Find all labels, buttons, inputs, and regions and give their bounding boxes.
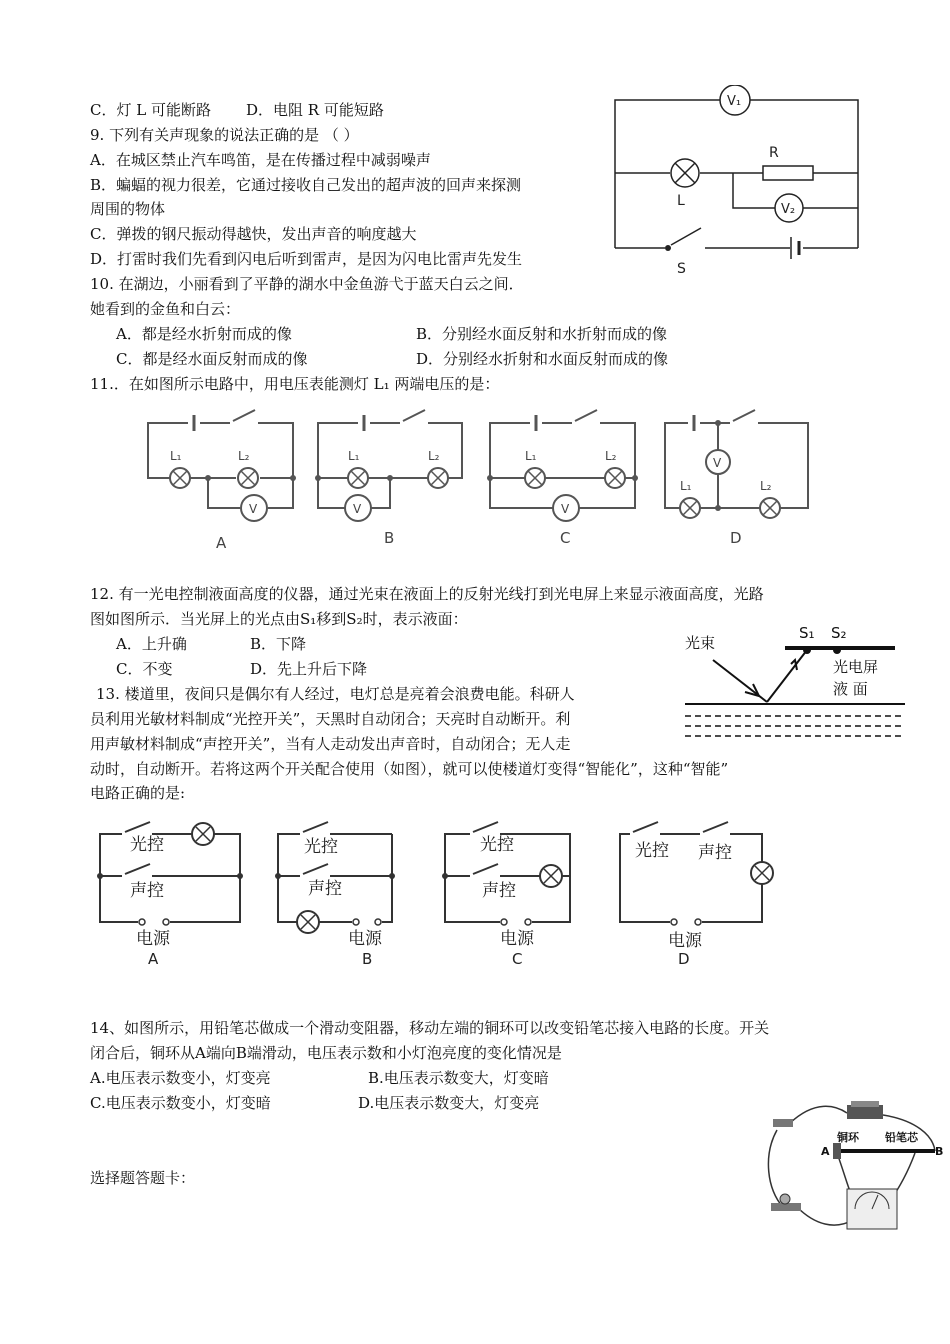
- q14-option-d: D.电压表示数变大，灯变亮: [358, 1094, 540, 1112]
- q8-v1-label: V₁: [727, 94, 742, 109]
- q9-option-c: C．弹拨的钢尺振动得越快，发出声音的响度越大: [90, 225, 417, 243]
- q13-d-light-switch: 光控: [635, 841, 669, 861]
- q12-option-d: D．先上升后下降: [250, 660, 368, 678]
- q12-option-b: B．下降: [250, 635, 307, 653]
- q10-option-a: A．都是经水折射而成的像: [116, 325, 292, 343]
- q13-option-b-label: B: [362, 950, 373, 968]
- q14-line-1: 14、如图所示，用铅笔芯做成一个滑动变阻器，移动左端的铜环可以改变铅笔芯接入电路的长度。开关: [90, 1019, 770, 1037]
- q14-line-2: 闭合后，铜环从A端向B端滑动，电压表示数和小灯泡亮度的变化情况是: [90, 1044, 562, 1062]
- q13-b-sound-switch: 声控: [308, 879, 342, 899]
- q13-a-power: 电源: [136, 929, 170, 949]
- q13-c-power: 电源: [500, 929, 534, 949]
- q13-circuit-options: [90, 812, 790, 982]
- q11-option-a-label: A: [216, 534, 227, 552]
- q11-a-v-label: V: [249, 502, 258, 516]
- q13-c-light-switch: 光控: [480, 835, 514, 855]
- q13-b-light-switch: 光控: [304, 837, 338, 857]
- q12-screen-label: 光电屏: [833, 658, 879, 676]
- q11-circuit-options: [140, 398, 840, 560]
- q13-option-d-label: D: [678, 950, 690, 968]
- q11-option-b-label: B: [384, 529, 395, 547]
- q9-option-b-cont: 周围的物体: [90, 200, 166, 218]
- q11-d-v-label: V: [713, 456, 722, 470]
- q8-v2-label: V₂: [781, 202, 796, 217]
- q13-b-power: 电源: [348, 929, 382, 949]
- q13-d-sound-switch: 声控: [698, 843, 732, 863]
- q14-option-b: B.电压表示数变大，灯变暗: [368, 1069, 549, 1087]
- q8-circuit-diagram: [605, 85, 870, 280]
- q11-b-v-label: V: [353, 502, 362, 516]
- q12-option-c: C．不变: [116, 660, 173, 678]
- q14-rheostat-diagram: [765, 1085, 945, 1235]
- q13-c-sound-switch: 声控: [482, 881, 516, 901]
- q14-b-label: B: [935, 1145, 944, 1158]
- answer-card-label: 选择题答题卡：: [90, 1169, 196, 1187]
- q13-line-1: 13. 楼道里，夜间只是偶尔有人经过，电灯总是亮着会浪费电能。科研人: [96, 685, 575, 703]
- q12-stem: 12. 有一光电控制液面高度的仪器，通过光束在液面上的反射光线打到光电屏上来显示液面高度，光路: [90, 585, 764, 603]
- q14-a-label: A: [821, 1145, 830, 1158]
- q9-stem: 9. 下列有关声现象的说法正确的是 （ ）: [90, 126, 359, 144]
- q14-option-c: C.电压表示数变小，灯变暗: [90, 1094, 271, 1112]
- q11-c-v-label: V: [561, 502, 570, 516]
- q10-option-c: C．都是经水面反射而成的像: [116, 350, 308, 368]
- q8-option-d: D．电阻 R 可能短路: [246, 101, 384, 119]
- q10-stem: 10. 在湖边，小丽看到了平静的湖水中金鱼游弋于蓝天白云之间．: [90, 275, 524, 293]
- q12-s1-label: S₁: [799, 624, 815, 642]
- q13-line-3: 用声敏材料制成“声控开关”，当有人走动发出声音时，自动闭合；无人走: [90, 735, 571, 753]
- q10-option-b: B．分别经水面反射和水折射而成的像: [416, 325, 668, 343]
- q14-option-a: A.电压表示数变小，灯变亮: [90, 1069, 271, 1087]
- q8-l-label: L: [677, 193, 685, 209]
- q8-option-c: C．灯 L 可能断路: [90, 101, 211, 119]
- q12-optics-diagram: [675, 620, 915, 750]
- q13-option-c-label: C: [512, 950, 523, 968]
- q9-option-d: D．打雷时我们先看到闪电后听到雷声，是因为闪电比雷声先发生: [90, 250, 523, 268]
- q14-ring-label: 铜环: [837, 1131, 859, 1144]
- q13-d-power: 电源: [668, 931, 702, 951]
- q13-line-2: 员利用光敏材料制成“光控开关”，天黑时自动闭合；天亮时自动断开。利: [90, 710, 571, 728]
- q13-option-a-label: A: [148, 950, 159, 968]
- q11-c-l1-label: L₁: [525, 449, 537, 463]
- q12-stem-cont: 图如图所示．当光屏上的光点由S₁移到S₂时，表示液面：: [90, 610, 468, 628]
- q11-c-l2-label: L₂: [605, 449, 617, 463]
- q11-d-l2-label: L₂: [760, 479, 772, 493]
- q10-stem-cont: 她看到的金鱼和白云：: [90, 300, 241, 318]
- q8-s-label: S: [677, 261, 686, 277]
- q9-option-b: B．蝙蝠的视力很差，它通过接收自己发出的超声波的回声来探测: [90, 176, 522, 194]
- q11-option-c-label: C: [560, 529, 571, 547]
- q10-option-d: D．分别经水折射和水面反射而成的像: [416, 350, 669, 368]
- q12-surface-label: 液 面: [833, 680, 868, 698]
- q9-option-a: A．在城区禁止汽车鸣笛，是在传播过程中减弱噪声: [90, 151, 431, 169]
- q13-line-4: 动时，自动断开。若将这两个开关配合使用（如图），就可以使楼道灯变得“智能化”，这种“智能”: [90, 760, 729, 778]
- q11-option-d-label: D: [730, 529, 742, 547]
- q12-option-a: A．上升确: [116, 635, 187, 653]
- q11-b-l2-label: L₂: [428, 449, 440, 463]
- q8-r-label: R: [769, 145, 779, 161]
- q11-d-l1-label: L₁: [680, 479, 692, 493]
- q11-stem: 11.．在如图所示电路中，用电压表能测灯 L₁ 两端电压的是：: [90, 375, 500, 393]
- q13-a-sound-switch: 声控: [130, 881, 164, 901]
- q12-beam-label: 光束: [685, 634, 716, 652]
- q11-a-l1-label: L₁: [170, 449, 182, 463]
- q14-pencil-label: 铅笔芯: [885, 1131, 918, 1144]
- q11-a-l2-label: L₂: [238, 449, 250, 463]
- q12-s2-label: S₂: [831, 624, 847, 642]
- q11-b-l1-label: L₁: [348, 449, 360, 463]
- q13-a-light-switch: 光控: [130, 835, 164, 855]
- q13-line-5: 电路正确的是:: [90, 784, 186, 802]
